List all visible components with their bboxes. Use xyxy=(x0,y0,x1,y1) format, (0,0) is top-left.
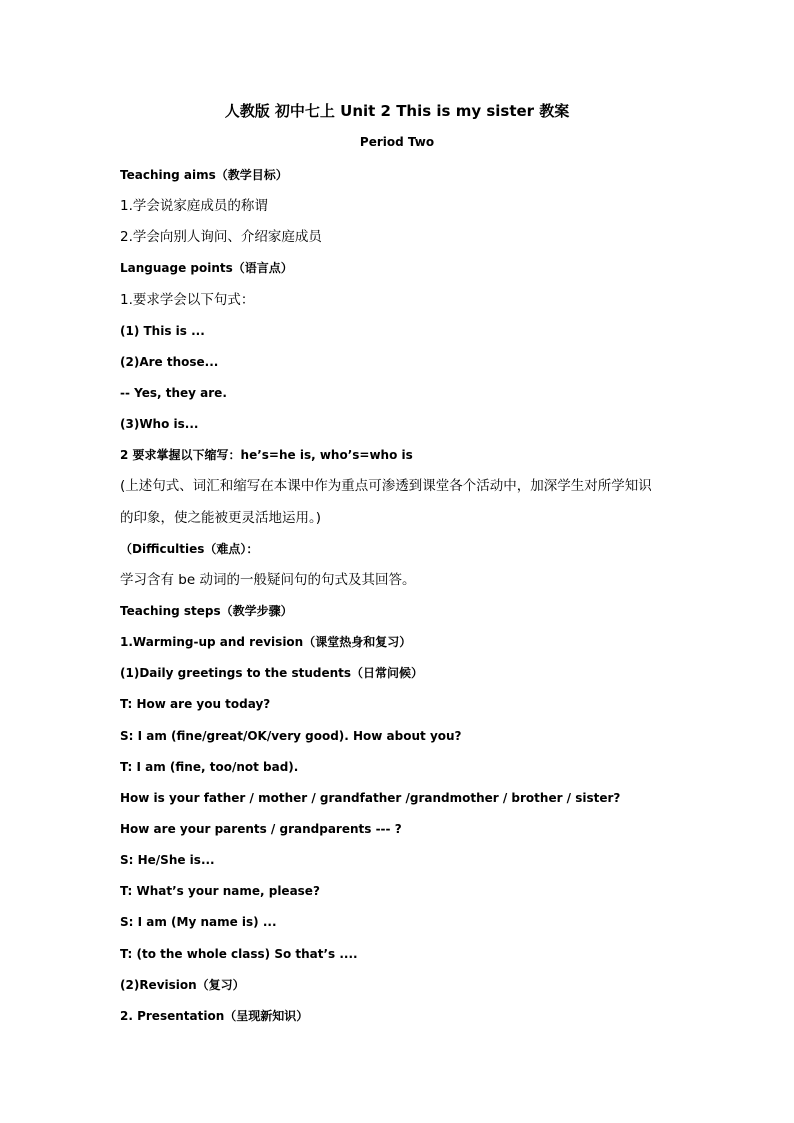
dialogue-line: T: I am (fine, too/not bad). xyxy=(120,759,299,774)
body-line: 2.学会向别人询问、介绍家庭成员 xyxy=(120,229,322,246)
dialogue-line: How are your parents / grandparents --- ? xyxy=(120,821,402,836)
section-heading-language-points: Language points（语言点） xyxy=(120,261,293,276)
body-line: -- Yes, they are. xyxy=(120,385,227,400)
dialogue-line: How is your father / mother / grandfather /grandmother / brother / sister? xyxy=(120,790,621,805)
body-line: (2)Revision（复习） xyxy=(120,977,245,992)
document-subtitle: Period Two xyxy=(359,135,435,149)
body-line: 1.要求学会以下句式： xyxy=(120,291,255,308)
body-line: (1)Daily greetings to the students（日常问候） xyxy=(120,666,424,681)
dialogue-line: T: What’s your name, please? xyxy=(120,884,320,899)
dialogue-line: S: I am (fine/great/OK/very good). How about you? xyxy=(120,728,462,743)
body-line: 的印象，使之能被更灵活地运用。) xyxy=(120,509,322,526)
document-title: 人教版 初中七上 Unit 2 This is my sister 教案 xyxy=(224,102,570,120)
body-line: (上述句式、词汇和缩写在本课中作为重点可渗透到课堂各个活动中，加深学生对所学知识 xyxy=(120,478,652,495)
body-line: 2. Presentation（呈现新知识） xyxy=(120,1008,309,1023)
section-heading-teaching-aims: Teaching aims（教学目标） xyxy=(120,168,288,182)
dialogue-line: T: How are you today? xyxy=(120,697,271,712)
body-line: (2)Are those... xyxy=(120,354,219,369)
dialogue-line: S: I am (My name is) ... xyxy=(120,915,277,930)
body-line: 学习含有 be 动词的一般疑问句的句式及其回答。 xyxy=(120,571,416,588)
document-body xyxy=(120,165,680,1037)
dialogue-line: T: (to the whole class) So that’s .... xyxy=(120,946,358,961)
body-line: 1.Warming-up and revision（课堂热身和复习） xyxy=(120,635,412,650)
body-line: (1) This is ... xyxy=(120,323,205,338)
section-heading-difficulties: （Difficulties（难点）： xyxy=(120,541,259,556)
body-line: (3)Who is... xyxy=(120,417,199,432)
body-line: 1.学会说家庭成员的称谓 xyxy=(120,198,268,215)
body-line: 2 要求掌握以下缩写：he’s=he is, who’s=who is xyxy=(120,448,413,463)
dialogue-line: S: He/She is... xyxy=(120,853,215,868)
section-heading-teaching-steps: Teaching steps（教学步骤） xyxy=(120,603,293,618)
